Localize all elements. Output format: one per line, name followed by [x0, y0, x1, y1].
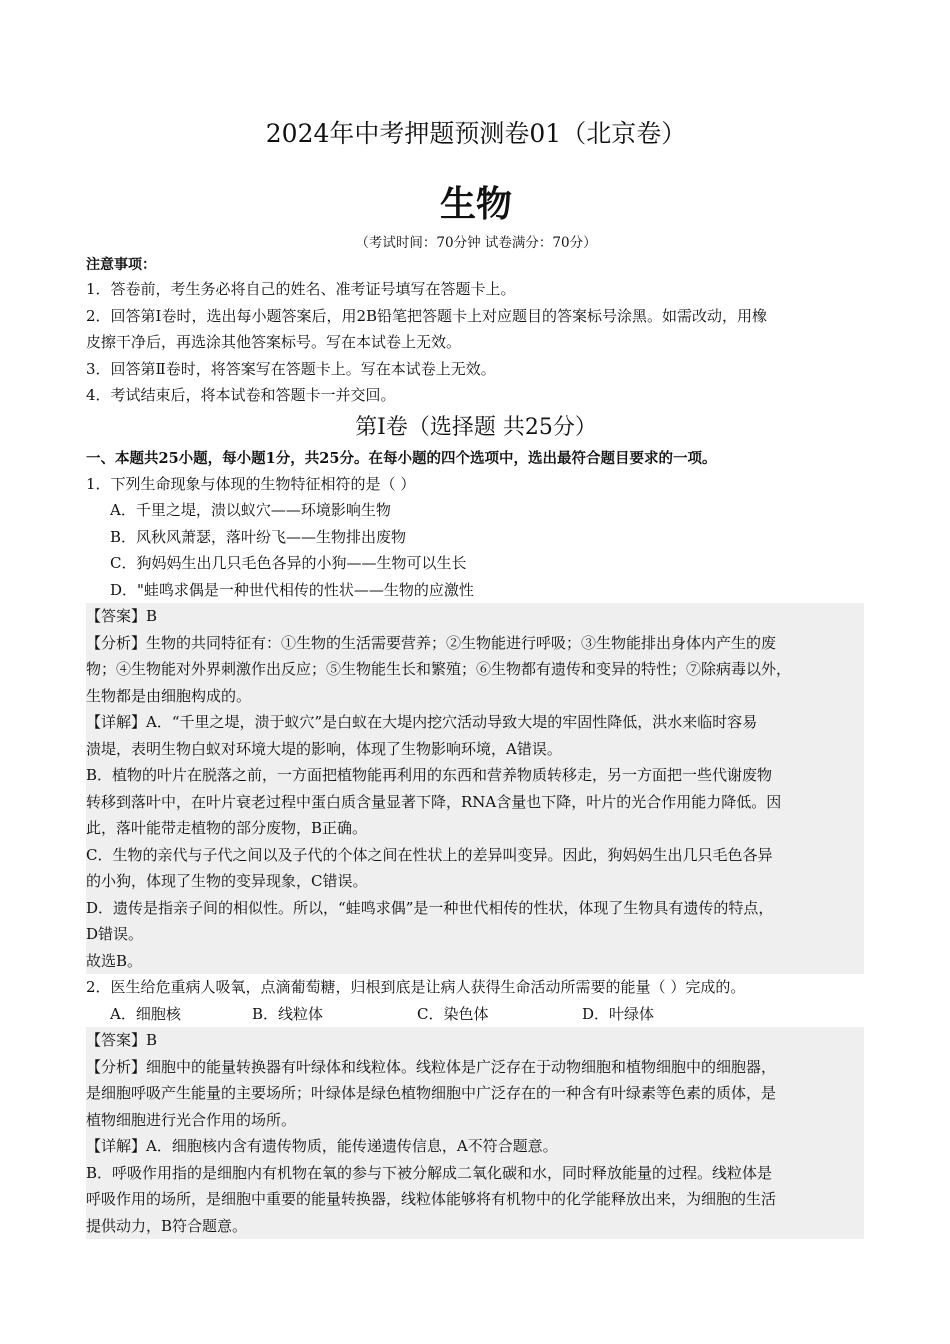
section-intro: 一、本题共25小题，每小题1分，共25分。在每小题的四个选项中，选出最符合题目要求的一项。	[86, 449, 717, 467]
notes-block	[86, 254, 866, 409]
answer-value: B	[146, 607, 158, 625]
detail-line: 故选B。	[86, 951, 143, 970]
question-stem: 2．医生给危重病人吸氧，点滴葡萄糖，归根到底是让病人获得生命活动所需要的能量（ ）完成的。	[86, 978, 746, 996]
section-title: 第Ⅰ卷（选择题 共25分）	[355, 414, 597, 440]
detail-line: 呼吸作用的场所，是细胞中重要的能量转换器，线粒体能够将有机物中的化学能释放出来，为细胞的生活	[86, 1190, 777, 1208]
exam-title: 2024年中考押题预测卷01（北京卷）	[265, 119, 687, 148]
detail-line: C．生物的亲代与子代之间以及子代的个体之间在性状上的差异叫变异。因此，狗妈妈生出几只毛色各异	[86, 845, 773, 864]
answer-label: 【答案】	[86, 607, 147, 625]
answer-label: 【答案】	[86, 1031, 147, 1049]
note-line: 2．回答第Ⅰ卷时，选出每小题答案后，用2B铅笔把答题卡上对应题目的答案标号涂黑。如需改动，用橡	[86, 306, 768, 325]
detail-line	[86, 1133, 864, 1160]
analysis-label: 【分析】	[86, 633, 147, 652]
answer-line	[86, 603, 864, 630]
time-info: （考试时间：70分钟 试卷满分：70分）	[355, 235, 597, 251]
note-line: 3．回答第Ⅱ卷时，将答案写在答题卡上。写在本试卷上无效。	[86, 359, 496, 378]
detail-line: B．植物的叶片在脱落之前，一方面把植物能再利用的东西和营养物质转移走，另一方面把一些代谢废物	[86, 766, 773, 784]
option-b: B．线粒体	[252, 1004, 324, 1023]
solution-block	[86, 603, 864, 974]
detail-label: 【详解】	[86, 1137, 147, 1155]
page-content	[86, 112, 866, 1239]
option-a: A．千里之堤，溃以蚁穴——环境影响生物	[110, 501, 391, 519]
note-line: 4．考试结束后，将本试卷和答题卡一并交回。	[86, 386, 396, 404]
option-a: A．细胞核	[110, 1004, 181, 1023]
note-line: 皮擦干净后，再选涂其他答案标号。写在本试卷上无效。	[86, 333, 462, 351]
answer-value: B	[146, 1031, 158, 1049]
note-line: 1．答卷前，考生务必将自己的姓名、准考证号填写在答题卡上。	[86, 280, 516, 298]
option-d: D．叶绿体	[582, 1004, 655, 1023]
detail-line: D错误。	[86, 925, 144, 943]
detail-line: 此，落叶能带走植物的部分废物，B正确。	[86, 819, 368, 837]
analysis-label: 【分析】	[86, 1057, 147, 1076]
option-c: C．狗妈妈生出几只毛色各异的小狗——生物可以生长	[110, 554, 467, 572]
detail-text: A．“千里之堤，溃于蚁穴”是白蚁在大堤内挖穴活动导致大堤的牢固性降低，洪水来临时容易	[146, 713, 758, 731]
analysis-line: 是细胞呼吸产生能量的主要场所；叶绿体是绿色植物细胞中广泛存在的一种含有叶绿素等色素的质体，是	[86, 1084, 777, 1102]
notes-title: 注意事项：	[86, 257, 156, 273]
subject-title: 生物	[439, 183, 512, 225]
detail-line: 提供动力，B符合题意。	[86, 1216, 248, 1235]
detail-text: A．细胞核内含有遗传物质，能传递遗传信息，A不符合题意。	[146, 1137, 558, 1155]
detail-line: D．遗传是指亲子间的相似性。所以，“蛙鸣求偶”是一种世代相传的性状，体现了生物具有遗传的特点，	[86, 898, 774, 917]
detail-line: 溃堤，表明生物白蚁对环境大堤的影响，体现了生物影响环境，A错误。	[86, 739, 562, 758]
options-row	[86, 1001, 866, 1028]
detail-line	[86, 709, 864, 736]
question-stem: 1．下列生命现象与体现的生物特征相符的是（ ）	[86, 474, 416, 493]
detail-line: 的小狗，体现了生物的变异现象，C错误。	[86, 872, 368, 890]
analysis-line: 物；④生物能对外界刺激作出反应；⑤生物能生长和繁殖；⑥生物都有遗传和变异的特性；⑦除病毒以外，	[86, 660, 792, 678]
question-1	[86, 471, 866, 975]
detail-line: B．呼吸作用指的是细胞内有机物在氧的参与下被分解成二氧化碳和水，同时释放能量的过程。线粒体是	[86, 1163, 773, 1182]
analysis-line: 生物都是由细胞构成的。	[86, 686, 252, 705]
analysis-line	[86, 1054, 864, 1081]
question-2	[86, 974, 866, 1239]
solution-block	[86, 1027, 864, 1239]
option-c: C．染色体	[417, 1004, 489, 1023]
option-b: B．风秋风萧瑟，落叶纷飞——生物排出废物	[110, 527, 407, 546]
detail-line: 转移到落叶中，在叶片衰老过程中蛋白质含量显著下降，RNA含量也下降，叶片的光合作用能力降低。因	[86, 792, 782, 811]
analysis-line: 植物细胞进行光合作用的场所。	[86, 1110, 297, 1129]
analysis-text: 生物的共同特征有：①生物的生活需要营养；②生物能进行呼吸；③生物能排出身体内产生的废	[146, 633, 777, 652]
detail-label: 【详解】	[86, 713, 147, 731]
option-d: D．"蛙鸣求偶是一种世代相传的性状——生物的应激性	[110, 580, 474, 599]
analysis-line	[86, 630, 864, 657]
answer-line	[86, 1027, 864, 1054]
analysis-text: 细胞中的能量转换器有叶绿体和线粒体。线粒体是广泛存在于动物细胞和植物细胞中的细胞器，	[146, 1057, 777, 1076]
